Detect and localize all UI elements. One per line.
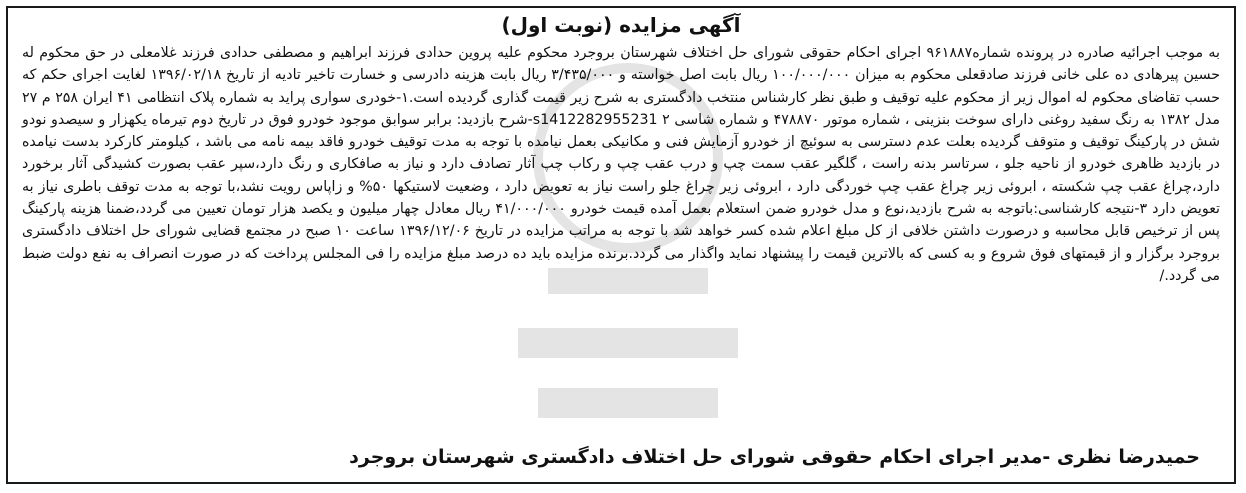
auction-notice <box>6 6 1236 484</box>
notice-signature: حمیدرضا نظری -مدیر اجرای احکام حقوقی شورای حل اختلاف دادگستری شهرستان بروجرد <box>349 446 1200 468</box>
notice-title: آگهی مزایده (نوبت اول) <box>501 13 741 37</box>
notice-body: به موجب اجرائیه صادره در پرونده شماره۹۶۱۸۸۷ اجرای احکام حقوقی شورای حل اختلاف شهرستان بروجرد محکوم علیه پروین حدادی فرزند ابراهیم و مصطفی حدادی فرزند غلامعلی در حق محکوم له حسین پیرهادی ده علی خانی فرزند صادقعلی محکوم به میزان ۱۰۰/۰۰۰/۰۰۰ ریال بابت اصل خواسته و ۳/۴۳۵/۰۰۰ ریال بابت هزینه دادرسی و خسارت تاخیر تادیه از تاریخ ۱۳۹۶/۰۲/۱۸ لغایت اجرای حکم که حسب تقاضای محکوم له اموال زیر از محکوم علیه توقیف و طبق نظر کارشناس منتخب دادگستری به شرح زیر قیمت گذاری گردیده است.۱-خودری سواری پراید به شماره پلاک انتظامی ۴۱ ایران ۲۵۸ م ۲۷ مدل ۱۳۸۲ به رنگ سفید روغنی دارای سوخت بنزینی ، شماره موتور ۴۷۸۸۷۰ و شماره شاسی s1412282955231 ۲-شرح بازدید: برابر سوابق موجود خودرو فوق در تاریخ دوم تیرماه یکهزار و سیصدو نودو شش در پارکینگ توقیف و متوقف گردیده بعلت عدم دسترسی به سوئیچ از خودرو آزمایش فنی و مکانیکی بعمل نیامده با توجه به مدت توقیف خودرو فاقد بیمه نامه می باشد ، کیلومتر کارکرد بدست نیامده در بازدید ظاهری خودرو از ناحیه جلو ، سرتاسر بدنه راست ، گلگیر عقب سمت چپ و درب عقب چپ و رکاب چپ آثار تصادف دارد و نیاز به صافکاری و رنگ دارد،سپر عقب بصورت کشیدگی آثار برخورد دارد،چراغ عقب چپ شکسته ، ابروئی زیر چراغ عقب چپ خوردگی دارد ، ابروئی زیر چراغ جلو راست نیاز به تعویض دارد ، وضعیت لاستیکها ۵۰% و زاپاس رویت نشد،با توجه به مدت توقف باطری نیاز به تعویض دارد ۳-نتیجه کارشناسی:باتوجه به شرح بازدید،نوع و مدل خودرو ضمن استعلام بعمل آمده قیمت خودرو ۴۱/۰۰۰/۰۰۰ ریال معادل چهار میلیون و یکصد هزار تومان تعیین می گردد،ضمنا هزینه پارکینگ پس از ترخیص قابل محاسبه و درصورت داشتن خلافی از کل مبلغ اعلام شده کسر خواهد شد با توجه به مراتب مزایده در تاریخ ۱۳۹۶/۱۲/۰۶ ساعت ۱۰ صبح در مجتمع قضایی شورای حل اختلاف دادگستری بروجرد برگزار و از قیمتهای فوق شروع و به کسی که بالاترین قیمت را پیشنهاد نماید واگذار می گردد.برنده مزایده باید ده درصد مبلغ مزایده را فی المجلس پرداخت که در صورت انصراف به نفع دولت ضبط می گردد./ <box>22 45 1221 284</box>
